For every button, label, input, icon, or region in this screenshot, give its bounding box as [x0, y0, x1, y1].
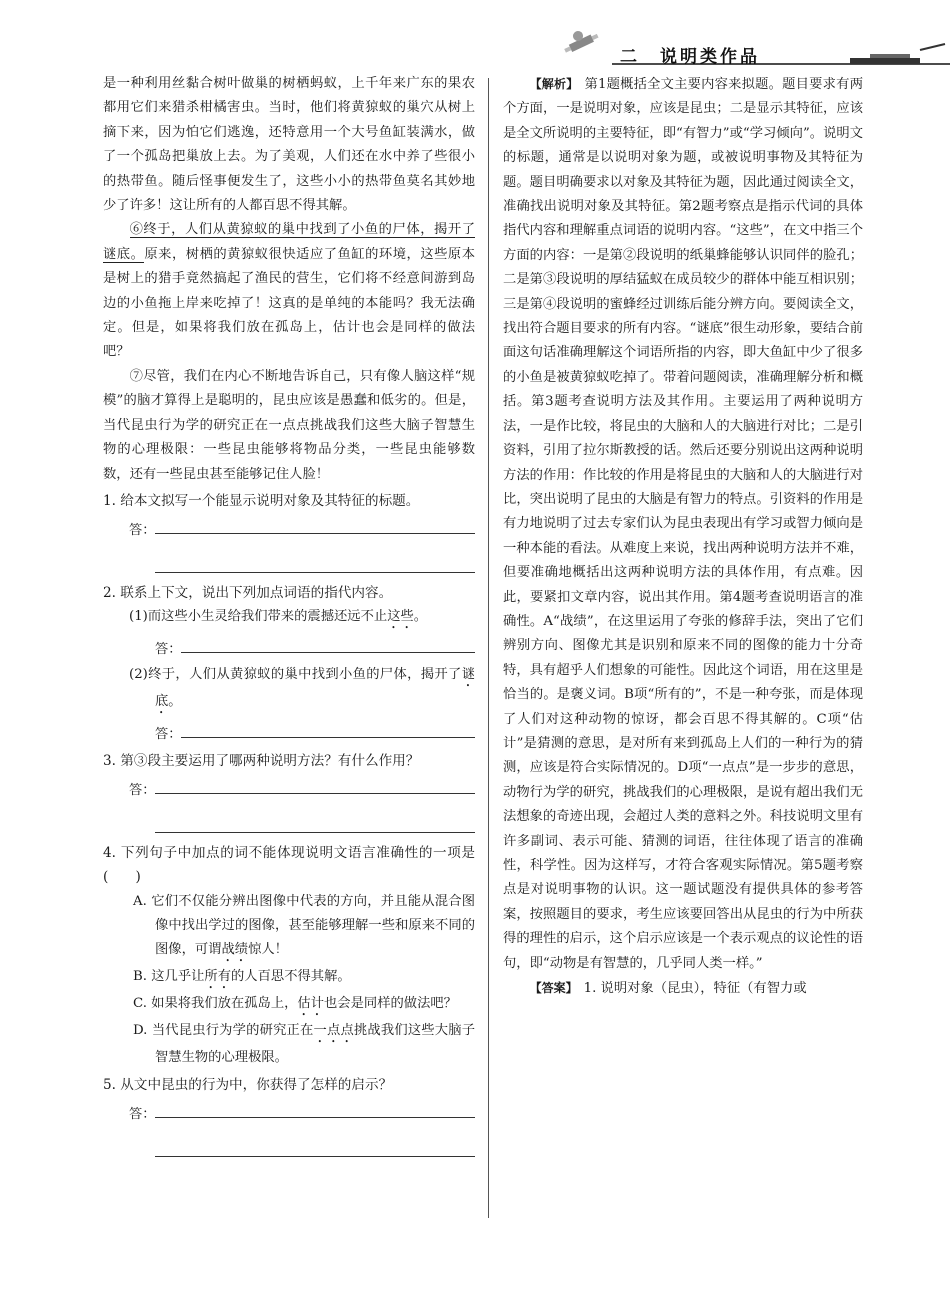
analysis-tag: 【解析】 — [529, 77, 579, 91]
option-d — [103, 1019, 475, 1070]
dotted-word: 所有 — [204, 969, 232, 985]
option-text: 的人百思不得其解。 — [231, 969, 351, 985]
option-c — [103, 992, 475, 1019]
answer-label: 答： — [129, 1107, 156, 1123]
question-text: 。 — [413, 609, 428, 625]
question-5: 5. 从文中昆虫的行为中，你获得了怎样的启示？ — [103, 1076, 393, 1093]
question-4: 4. 下列句子中加点的词不能体现说明文语言准确性的一项是( ) — [103, 844, 475, 886]
answer-line-5 — [103, 1099, 475, 1127]
page-header — [550, 30, 950, 70]
question-text: (1)而这些小生灵给我们带来的震撼还远不止 — [129, 609, 388, 625]
option-text: B. 这几乎让 — [133, 969, 205, 985]
answer-blank[interactable] — [155, 1134, 475, 1157]
answer-label: 答： — [155, 726, 182, 742]
answer-paragraph — [503, 976, 863, 1001]
question-2-2 — [103, 663, 475, 717]
dotted-word: 一点点 — [313, 1023, 354, 1039]
question-text: (2)终于，人们从黄猄蚁的巢中找到小鱼的尸体，揭开了 — [129, 666, 462, 682]
option-text: A. 它们不仅能分辨出图像中代表的方向，并且能从混合图像中找出学过的图像，甚至能够理解一些和原来不同的图像，可谓 — [133, 893, 475, 958]
right-column — [503, 72, 863, 1001]
option-text: D. 当代昆虫行为学的研究正在 — [133, 1023, 314, 1039]
answer-blank[interactable] — [155, 775, 475, 794]
option-text: C. 如果将我们放在孤岛上， — [133, 996, 298, 1012]
answer-text: 1. 说明对象（昆虫），特征（有智力或 — [583, 981, 807, 997]
option-text: 惊人！ — [248, 942, 288, 958]
passage-paragraph-7: ⑦尽管，我们在内心不断地告诉自己，只有像人脑这样“规模”的脑才算得上是聪明的，昆虫应该是愚蠢和低劣的。但是，当代昆虫行为学的研究正在一点点挑战我们这些大脑子智慧生物的心理极限：一些昆虫能够将物品分类，一些昆虫能够数数，还有一些昆虫甚至能够记住人脸！ — [103, 368, 475, 482]
option-b — [103, 965, 475, 992]
answer-line-1 — [103, 515, 475, 543]
analysis-paragraph — [503, 72, 863, 976]
paragraph-6-rest: 原来，树栖的黄猄蚁很快适应了鱼缸的环境，这些原本是树上的猎手竟然搞起了渔民的营生，它们将不经意间游到岛边的小鱼拖上岸来吃掉了！这真的是单纯的本能吗？我无法确定。但是，如果将我们放在孤岛上，估计也会是同样的做法吧？ — [103, 246, 476, 360]
answer-blank[interactable] — [181, 719, 475, 738]
dotted-word: 谜底 — [155, 666, 475, 709]
dotted-word: 这些 — [387, 609, 414, 625]
left-column — [103, 72, 475, 1165]
answer-line-3 — [103, 775, 475, 803]
column-divider — [488, 78, 489, 1218]
section-title: 二 说明类作品 — [620, 47, 760, 67]
question-2-1 — [103, 605, 475, 632]
answer-tag: 【答案】 — [529, 981, 578, 996]
question-2: 2. 联系上下文，说出下列加点词语的指代内容。 — [103, 584, 393, 601]
passage-paragraph-6 — [103, 218, 475, 364]
answer-label: 答： — [129, 783, 156, 799]
question-3: 3. 第③段主要运用了哪两种说明方法？有什么作用？ — [103, 752, 420, 769]
answer-blank[interactable] — [181, 634, 475, 653]
question-text: 。 — [168, 693, 182, 709]
passage-paragraph-5-cont: 是一种利用丝黏合树叶做巢的树栖蚂蚁，上千年来广东的果农都用它们来猎杀柑橘害虫。当时，他们将黄猄蚁的巢穴从树上摘下来，因为怕它们逃逸，还特意用一个大号鱼缸装满水，做了一个孤岛把巢放上去。为了美观，人们还在水中养了些很小的热带鱼。随后怪事便发生了，这些小小的热带鱼莫名其妙地少了许多！这让所有的人都百思不得其解。 — [103, 76, 475, 214]
option-text: 挑战我们这些大脑子智慧生物的心理极限。 — [155, 1023, 476, 1066]
option-text: 也会是同样的做法吧？ — [324, 996, 457, 1012]
answer-blank[interactable] — [155, 515, 475, 534]
answer-line-2-2 — [103, 719, 475, 747]
dotted-word: 战绩 — [221, 942, 249, 958]
answer-blank[interactable] — [155, 550, 475, 573]
answer-line-2-1 — [103, 634, 475, 662]
analysis-text: 第1题概括全文主要内容来拟题。题目要求有两个方面，一是说明对象，应该是昆虫；二是显示其特征，应该是全文所说明的主要特征，即“有智力”或“学习倾向”。说明文的标题，通常是以说明对象为题，或被说明事物及其特征为题。题目明确要求以对象及其特征为题，因此通过阅读全文，准确找出说明对象及其特征。第2题考察点是指示代词的具体指代内容和理解重点词语的说明内容。“这些”，在文中指三个方面的内容：一是第②段说明的纸巢蜂能够认识同伴的脸孔；二是第③段说明的厚结猛蚁在成员较少的群体中能互相识别；三是第④段说明的蜜蜂经过训练后能分辨方向。要阅读全文，找出符合题目要求的所有内容。“谜底”很生动形象，要结合前面这句话准确理解这个词语所指的内容，即大鱼缸中少了很多的小鱼是被黄猄蚁吃掉了。带着问题阅读，准确理解分析和概括。第3题考查说明方法及其作用。主要运用了两种说明方法，一是作比较，将昆虫的大脑和人的大脑进行对比；二是引资料，引用了拉尔斯教授的话。然后还要分别说出这两种说明方法的作用：作比较的作用是将昆虫的大脑和人的大脑进行对比，突出说明了昆虫的大脑是有智力的特点。引资料的作用是有力地说明了过去专家们认为昆虫表现出有学习或智力倾向是一种本能的看法。从难度上来说，找出两种说明方法并不难，但要准确地概括出这两种说明方法的具体作用，有点难。因此，要紧扣文章内容，说出其作用。第4题考查说明语言的准确性。A“战绩”，在这里运用了夸张的修辞手法，突出了它们辨别方向、图像尤其是识别和原来不同的图像的能力十分奇特，具有超乎人们想象的可能性。因此这个词语，用在这里是恰当的。是褒义词。B项“所有的”，不是一种夸张，而是体现了人们对这种动物的惊讶，都会百思不得其解的。C项“估计”是猜测的意思，是对所有来到孤岛上人们的一种行为的猜测，应该是符合实际情况的。D项“一点点”是一步步的意思，动物行为学的研究，挑战我们的心理极限，是说有超出我们无法想象的奇迹出现，会超过人类的意料之外。科技说明文里有许多副词、表示可能、猜测的词语，往往体现了语言的准确性，科学性。因为这样写，才符合客观实际情况。第5题考察点是对说明事物的认识。这一题试题没有提供具体的参考答案，按照题目的要求，考生应该要回答出从昆虫的行为中所获得的理性的启示，这个启示应该是一个表示观点的议论性的语句，即“动物是有智慧的，几乎同人类一样。” — [503, 77, 863, 971]
underlined-sentence: ⑥终于，人们从黄猄蚁的巢中找到了小鱼的尸体，揭开了谜底。 — [103, 222, 475, 262]
answer-blank[interactable] — [155, 810, 475, 833]
answer-blank[interactable] — [155, 1099, 475, 1118]
dotted-word: 估计 — [297, 996, 325, 1012]
option-a — [103, 890, 475, 966]
answer-label: 答： — [129, 523, 156, 539]
answer-label: 答： — [155, 642, 182, 658]
question-1: 1. 给本文拟写一个能显示说明对象及其特征的标题。 — [103, 492, 420, 509]
